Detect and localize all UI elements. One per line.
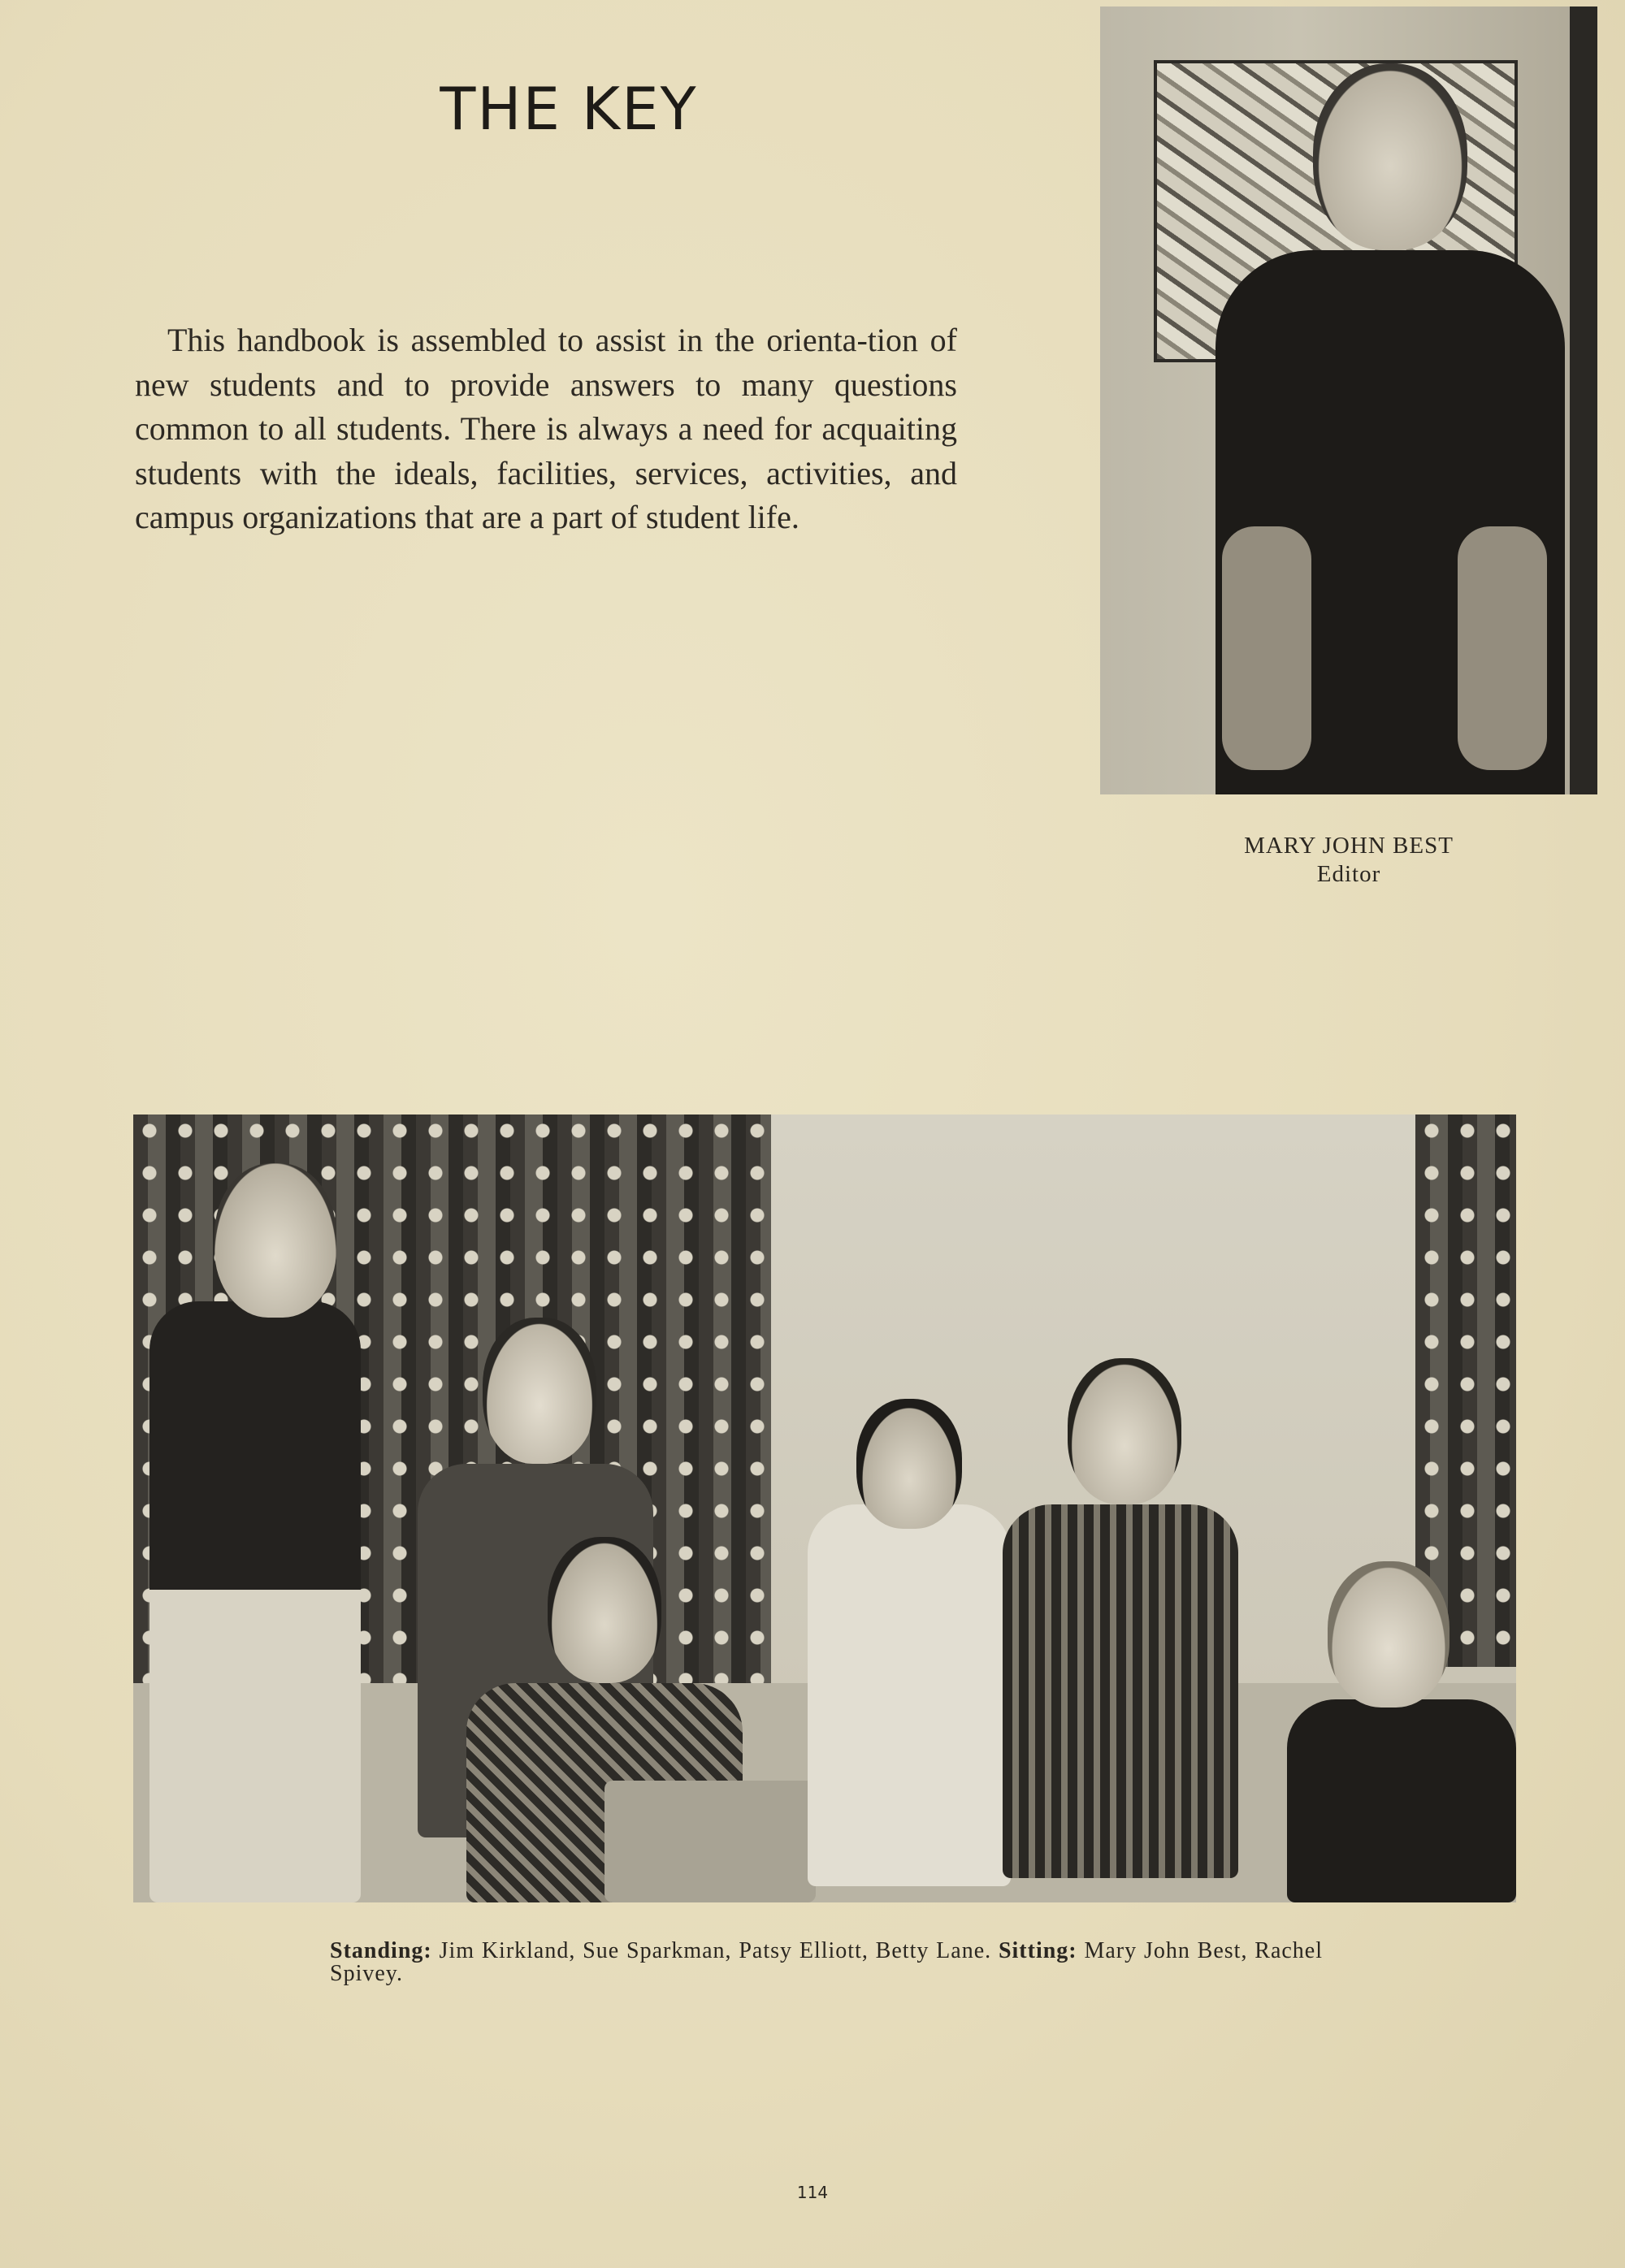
page-number: 114 (796, 2183, 829, 2202)
group-photo-caption (330, 1940, 1323, 1985)
page-title: THE KEY (440, 75, 698, 143)
editor-head (1313, 63, 1467, 250)
editor-name: MARY JOHN BEST (1244, 833, 1454, 859)
editor-portrait-photo (1100, 6, 1597, 794)
person-betty-lane (986, 1115, 1254, 1902)
editor-left-arm (1222, 526, 1311, 770)
staff-group-photo (133, 1115, 1516, 1902)
sitting-names: Mary John Best, Rachel Spivey. (330, 1938, 1324, 1986)
intro-paragraph: This handbook is assembled to assist in the orienta-tion of new students and to provide answers to many questions common to all students. There is always a need for acquaiting students with the ideals, facilities, services, activities, and campus organizations that are a part of student life. (135, 322, 957, 535)
editor-right-arm (1458, 526, 1547, 770)
doorframe-shadow (1570, 6, 1597, 794)
person-rachel-spivey (1271, 1115, 1516, 1902)
editor-caption (1154, 832, 1544, 889)
standing-label: Standing: (330, 1938, 432, 1963)
standing-names: Jim Kirkland, Sue Sparkman, Patsy Elliott, Betty Lane. (439, 1938, 992, 1963)
person-jim-kirkland (133, 1115, 393, 1902)
sitting-label: Sitting: (998, 1938, 1077, 1963)
editor-role: Editor (1316, 861, 1381, 887)
